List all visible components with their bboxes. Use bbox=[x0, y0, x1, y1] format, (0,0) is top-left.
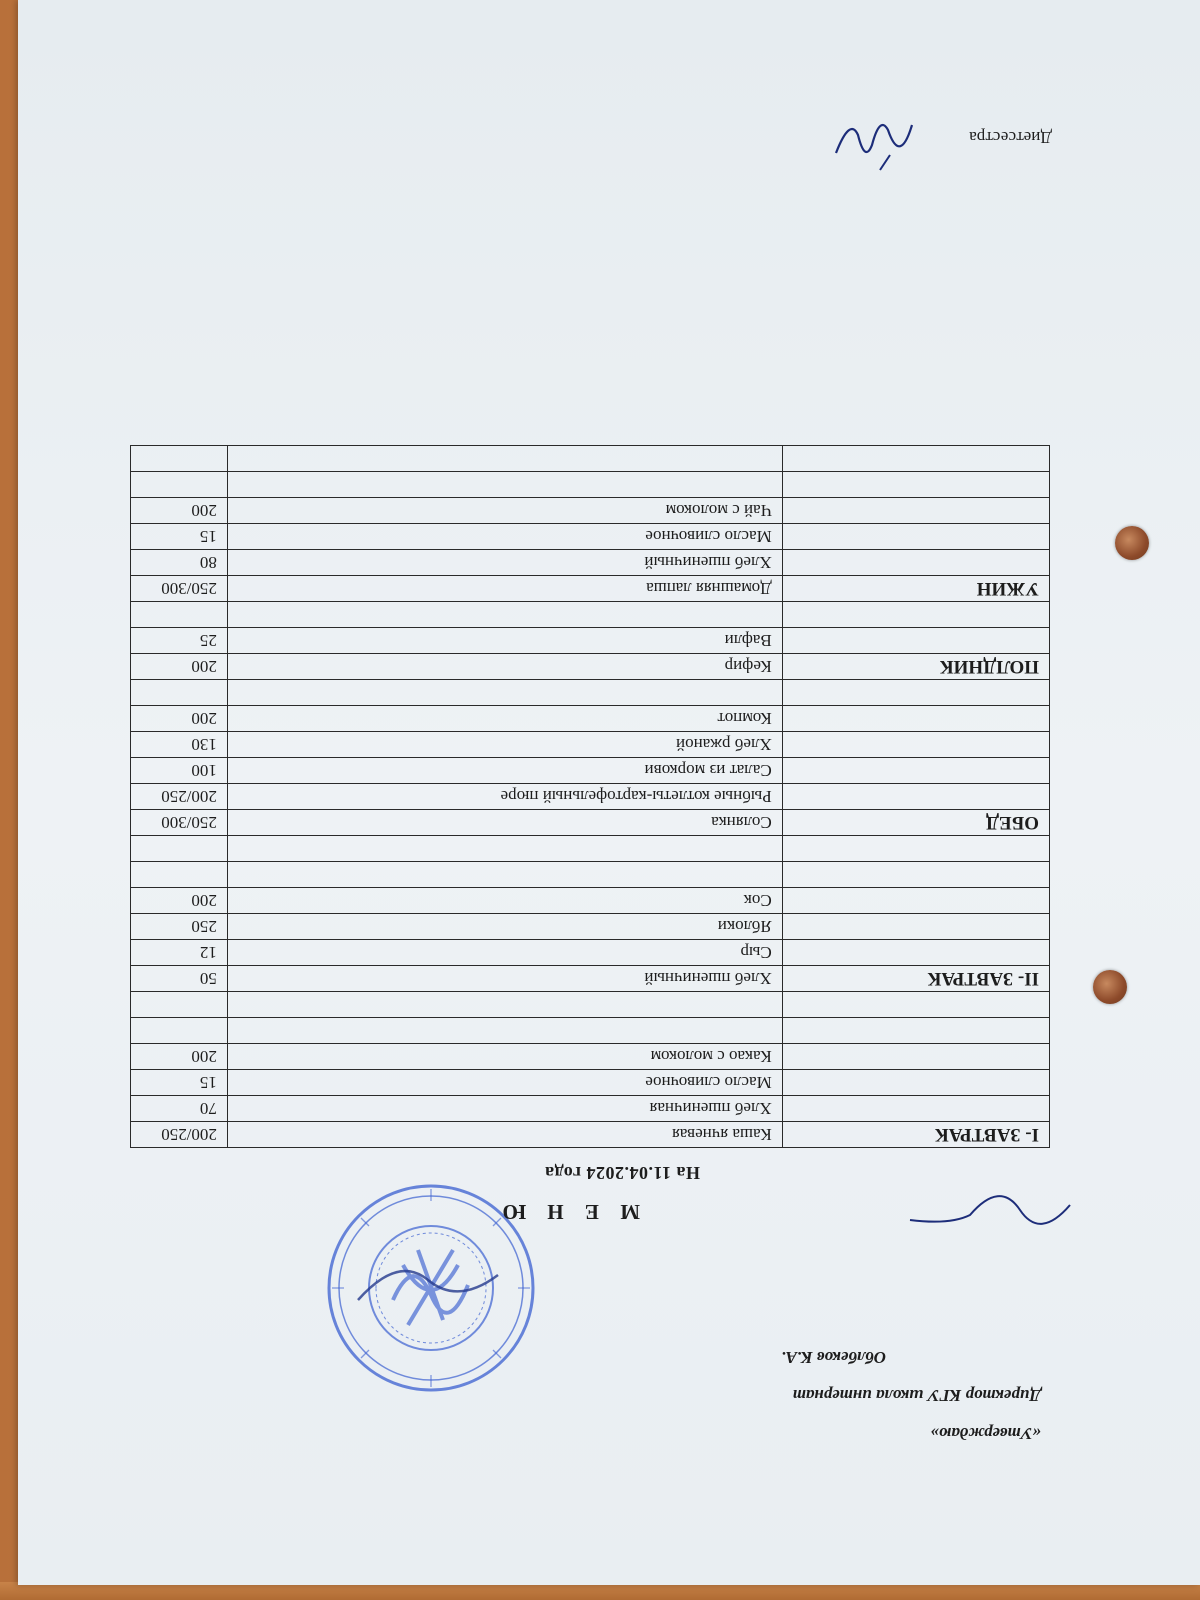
menu-row bbox=[131, 1044, 1050, 1070]
meal-cell bbox=[782, 680, 1049, 706]
weight-cell bbox=[131, 446, 228, 472]
meal-cell bbox=[782, 992, 1049, 1018]
meal-cell bbox=[782, 1096, 1049, 1122]
dish-cell bbox=[227, 836, 782, 862]
dish-cell bbox=[227, 862, 782, 888]
weight-cell bbox=[131, 836, 228, 862]
meal-cell bbox=[782, 758, 1049, 784]
menu-table bbox=[130, 445, 1050, 1148]
dietitian-label: Диетсестра bbox=[969, 128, 1052, 147]
dish-cell: Сыр bbox=[227, 940, 782, 966]
weight-cell: 80 bbox=[131, 550, 228, 576]
weight-cell: 200 bbox=[131, 888, 228, 914]
menu-row bbox=[131, 576, 1050, 602]
weight-cell: 250 bbox=[131, 914, 228, 940]
weight-cell: 200 bbox=[131, 706, 228, 732]
menu-row bbox=[131, 836, 1050, 862]
meal-cell bbox=[782, 524, 1049, 550]
dish-cell: Хлеб ржаной bbox=[227, 732, 782, 758]
meal-cell: II- ЗАВТРАК bbox=[782, 966, 1049, 992]
dish-cell: Хлеб пшеничный bbox=[227, 966, 782, 992]
menu-row bbox=[131, 940, 1050, 966]
meal-cell bbox=[782, 914, 1049, 940]
document-sheet bbox=[18, 0, 1200, 1585]
dish-cell: Салат из моркови bbox=[227, 758, 782, 784]
meal-cell bbox=[782, 784, 1049, 810]
meal-cell bbox=[782, 550, 1049, 576]
dish-cell: Сок bbox=[227, 888, 782, 914]
weight-cell bbox=[131, 472, 228, 498]
weight-cell: 25 bbox=[131, 628, 228, 654]
dish-cell: Хлеб пшеничный bbox=[227, 550, 782, 576]
weight-cell: 200 bbox=[131, 498, 228, 524]
weight-cell bbox=[131, 992, 228, 1018]
menu-row bbox=[131, 680, 1050, 706]
weight-cell: 200 bbox=[131, 1044, 228, 1070]
weight-cell bbox=[131, 602, 228, 628]
menu-row bbox=[131, 550, 1050, 576]
meal-cell bbox=[782, 888, 1049, 914]
menu-row bbox=[131, 524, 1050, 550]
meal-cell bbox=[782, 498, 1049, 524]
menu-row bbox=[131, 654, 1050, 680]
meal-cell bbox=[782, 836, 1049, 862]
menu-row bbox=[131, 706, 1050, 732]
weight-cell: 70 bbox=[131, 1096, 228, 1122]
weight-cell: 200/250 bbox=[131, 1122, 228, 1148]
meal-cell bbox=[782, 706, 1049, 732]
meal-cell bbox=[782, 1044, 1049, 1070]
dish-cell: Рыбные котлеты-картофельный пюре bbox=[227, 784, 782, 810]
dietitian-signature bbox=[830, 105, 920, 175]
weight-cell: 15 bbox=[131, 524, 228, 550]
staple-top bbox=[1115, 526, 1149, 560]
dish-cell: Кефир bbox=[227, 654, 782, 680]
dish-cell: Домашняя лапша bbox=[227, 576, 782, 602]
menu-row bbox=[131, 1070, 1050, 1096]
dish-cell: Масло сливочное bbox=[227, 1070, 782, 1096]
meal-cell: I- ЗАВТРАК bbox=[782, 1122, 1049, 1148]
weight-cell: 12 bbox=[131, 940, 228, 966]
dish-cell: Чай с молоком bbox=[227, 498, 782, 524]
meal-cell bbox=[782, 446, 1049, 472]
menu-title: М Е Н Ю bbox=[494, 1200, 640, 1224]
dish-cell bbox=[227, 602, 782, 628]
menu-row bbox=[131, 472, 1050, 498]
dish-cell bbox=[227, 472, 782, 498]
menu-date: На 11.04.2024 года bbox=[544, 1163, 700, 1183]
weight-cell bbox=[131, 1018, 228, 1044]
rotated-page bbox=[18, 0, 1200, 1585]
menu-row bbox=[131, 628, 1050, 654]
dish-cell bbox=[227, 992, 782, 1018]
dish-cell: Каша ячневая bbox=[227, 1122, 782, 1148]
weight-cell: 130 bbox=[131, 732, 228, 758]
menu-row bbox=[131, 1122, 1050, 1148]
dish-cell: Компот bbox=[227, 706, 782, 732]
menu-row bbox=[131, 602, 1050, 628]
dish-cell bbox=[227, 446, 782, 472]
meal-cell bbox=[782, 732, 1049, 758]
weight-cell: 200/250 bbox=[131, 784, 228, 810]
weight-cell bbox=[131, 680, 228, 706]
dish-cell: Солянка bbox=[227, 810, 782, 836]
weight-cell: 15 bbox=[131, 1070, 228, 1096]
menu-row bbox=[131, 1096, 1050, 1122]
menu-row bbox=[131, 888, 1050, 914]
approval-heading: «Утверждаю» bbox=[930, 1424, 1041, 1443]
staple-bottom bbox=[1093, 970, 1127, 1004]
approval-name: Облбеков К.А. bbox=[781, 1348, 886, 1367]
meal-cell bbox=[782, 472, 1049, 498]
menu-row bbox=[131, 966, 1050, 992]
director-signature bbox=[900, 1185, 1080, 1245]
menu-row bbox=[131, 784, 1050, 810]
dish-cell bbox=[227, 1018, 782, 1044]
weight-cell bbox=[131, 862, 228, 888]
approval-position: Директор КГУ школа интернат bbox=[792, 1386, 1041, 1405]
approval-block bbox=[781, 1338, 1041, 1452]
weight-cell: 50 bbox=[131, 966, 228, 992]
menu-row bbox=[131, 446, 1050, 472]
meal-cell: ОБЕД bbox=[782, 810, 1049, 836]
meal-cell bbox=[782, 628, 1049, 654]
dish-cell: Какао с молоком bbox=[227, 1044, 782, 1070]
menu-row bbox=[131, 758, 1050, 784]
menu-row bbox=[131, 862, 1050, 888]
dish-cell: Вафли bbox=[227, 628, 782, 654]
weight-cell: 100 bbox=[131, 758, 228, 784]
meal-cell bbox=[782, 862, 1049, 888]
meal-cell bbox=[782, 602, 1049, 628]
menu-row bbox=[131, 810, 1050, 836]
menu-row bbox=[131, 1018, 1050, 1044]
menu-row bbox=[131, 914, 1050, 940]
weight-cell: 200 bbox=[131, 654, 228, 680]
meal-cell bbox=[782, 1070, 1049, 1096]
meal-cell: УЖИН bbox=[782, 576, 1049, 602]
menu-row bbox=[131, 498, 1050, 524]
menu-row bbox=[131, 992, 1050, 1018]
dish-cell: Яблоки bbox=[227, 914, 782, 940]
dish-cell bbox=[227, 680, 782, 706]
dish-cell: Хлеб пшеничная bbox=[227, 1096, 782, 1122]
meal-cell bbox=[782, 940, 1049, 966]
dish-cell: Масло сливочное bbox=[227, 524, 782, 550]
weight-cell: 250/300 bbox=[131, 810, 228, 836]
menu-table-body bbox=[131, 446, 1050, 1148]
menu-row bbox=[131, 732, 1050, 758]
weight-cell: 250/300 bbox=[131, 576, 228, 602]
meal-cell: ПОЛДНИК bbox=[782, 654, 1049, 680]
meal-cell bbox=[782, 1018, 1049, 1044]
